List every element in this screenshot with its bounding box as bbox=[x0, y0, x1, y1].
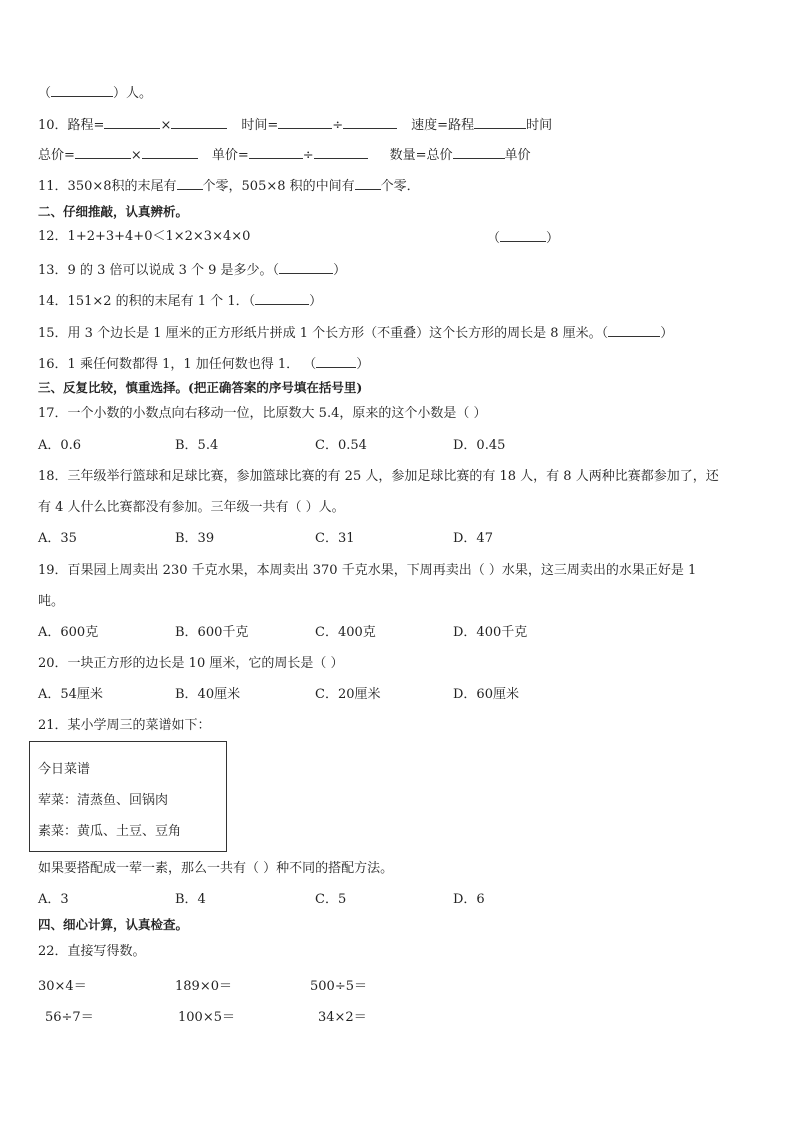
option-b[interactable]: B．4 bbox=[175, 892, 206, 907]
answer-blank[interactable] bbox=[177, 177, 203, 190]
question-22: 22．直接写得数。 bbox=[38, 944, 146, 959]
option-b[interactable]: B．40厘米 bbox=[175, 687, 241, 702]
option-b[interactable]: B．5.4 bbox=[175, 438, 219, 453]
menu-title: 今日菜谱 bbox=[38, 762, 91, 777]
question-15: 15．用 3 个边长是 1 厘米的正方形纸片拼成 1 个长方形（不重叠）这个长方形的周长是 8 厘米。（ ） bbox=[38, 326, 674, 341]
calc-item: 100×5＝ bbox=[178, 1010, 235, 1025]
question-19-line-2: 吨。 bbox=[38, 594, 65, 609]
answer-blank[interactable] bbox=[278, 116, 332, 129]
answer-blank[interactable] bbox=[314, 146, 368, 159]
option-b[interactable]: B．39 bbox=[175, 531, 215, 546]
option-c[interactable]: C．0.54 bbox=[315, 438, 367, 453]
section-heading-2: 二、仔细推敲，认真辨析。 bbox=[38, 204, 189, 219]
question-14: 14．151×2 的积的末尾有 1 个 1．（ ） bbox=[38, 294, 323, 309]
option-a[interactable]: A．3 bbox=[38, 892, 69, 907]
answer-blank[interactable] bbox=[500, 229, 546, 242]
option-a[interactable]: A．35 bbox=[38, 531, 77, 546]
option-b[interactable]: B．600千克 bbox=[175, 625, 249, 640]
answer-blank[interactable] bbox=[171, 116, 227, 129]
question-19-line-1: 19．百果园上周卖出 230 千克水果，本周卖出 370 千克水果，下周再卖出（ ）水果，这三周卖出的水果正好是 1 bbox=[38, 563, 697, 578]
answer-blank[interactable] bbox=[51, 84, 113, 97]
calc-item: 500÷5＝ bbox=[310, 979, 367, 994]
question-21-prompt: 如果要搭配成一荤一素，那么一共有（ ）种不同的搭配方法。 bbox=[38, 861, 394, 876]
calc-item: 30×4＝ bbox=[38, 979, 87, 994]
option-c[interactable]: C．400克 bbox=[315, 625, 376, 640]
option-c[interactable]: C．20厘米 bbox=[315, 687, 381, 702]
option-a[interactable]: A．0.6 bbox=[38, 438, 82, 453]
answer-blank[interactable] bbox=[316, 355, 356, 368]
menu-meat-dishes: 荤菜：清蒸鱼、回锅肉 bbox=[38, 793, 169, 808]
answer-blank[interactable] bbox=[474, 116, 526, 129]
question-17: 17．一个小数的小数点向右移动一位，比原数大 5.4，原来的这个小数是（ ） bbox=[38, 406, 487, 421]
option-d[interactable]: D．47 bbox=[453, 531, 493, 546]
answer-blank[interactable] bbox=[453, 146, 505, 159]
question-21: 21．某小学周三的菜谱如下： bbox=[38, 718, 211, 733]
continuation-line: （ ）人。 bbox=[38, 86, 153, 101]
question-12-answer: （ ） bbox=[487, 231, 560, 246]
calc-item: 34×2＝ bbox=[318, 1010, 367, 1025]
option-d[interactable]: D．0.45 bbox=[453, 438, 506, 453]
menu-veg-dishes: 素菜：黄瓜、土豆、豆角 bbox=[38, 824, 182, 839]
question-10-line-1: 10．路程= × 时间= ÷ 速度=路程 时间 bbox=[38, 118, 553, 133]
answer-blank[interactable] bbox=[343, 116, 397, 129]
question-16: 16．1 乘任何数都得 1，1 加任何数也得 1． （ ） bbox=[38, 357, 370, 372]
calc-item: 56÷7＝ bbox=[45, 1010, 94, 1025]
answer-blank[interactable] bbox=[255, 292, 309, 305]
calc-item: 189×0＝ bbox=[175, 979, 232, 994]
question-11: 11．350×8积的末尾有 个零，505×8 积的中间有 个零． bbox=[38, 179, 420, 194]
question-20: 20．一块正方形的边长是 10 厘米，它的周长是（ ） bbox=[38, 656, 344, 671]
option-c[interactable]: C．31 bbox=[315, 531, 355, 546]
answer-blank[interactable] bbox=[279, 261, 333, 274]
option-c[interactable]: C．5 bbox=[315, 892, 347, 907]
option-a[interactable]: A．54厘米 bbox=[38, 687, 103, 702]
menu-box bbox=[29, 741, 227, 852]
answer-blank[interactable] bbox=[142, 146, 198, 159]
question-18-line-2: 有 4 人什么比赛都没有参加。三年级一共有（ ）人。 bbox=[38, 500, 345, 515]
section-heading-4: 四、细心计算，认真检查。 bbox=[38, 917, 189, 932]
question-10-line-2: 总价= × 单价= ÷ 数量=总价 单价 bbox=[38, 148, 531, 163]
option-d[interactable]: D．60厘米 bbox=[453, 687, 519, 702]
answer-blank[interactable] bbox=[104, 116, 160, 129]
answer-blank[interactable] bbox=[249, 146, 303, 159]
answer-blank[interactable] bbox=[75, 146, 131, 159]
answer-blank[interactable] bbox=[355, 177, 381, 190]
option-a[interactable]: A．600克 bbox=[38, 625, 99, 640]
answer-blank[interactable] bbox=[608, 324, 660, 337]
section-heading-3: 三、反复比较，慎重选择。(把正确答案的序号填在括号里) bbox=[38, 380, 363, 395]
option-d[interactable]: D．400千克 bbox=[453, 625, 528, 640]
question-18-line-1: 18．三年级举行篮球和足球比赛，参加篮球比赛的有 25 人，参加足球比赛的有 18 人，有 8 人两种比赛都参加了，还 bbox=[38, 469, 719, 484]
question-13: 13．9 的 3 倍可以说成 3 个 9 是多少。（ ） bbox=[38, 263, 347, 278]
question-12: 12．1+2+3+4+0＜1×2×3×4×0 bbox=[38, 229, 251, 244]
option-d[interactable]: D．6 bbox=[453, 892, 485, 907]
